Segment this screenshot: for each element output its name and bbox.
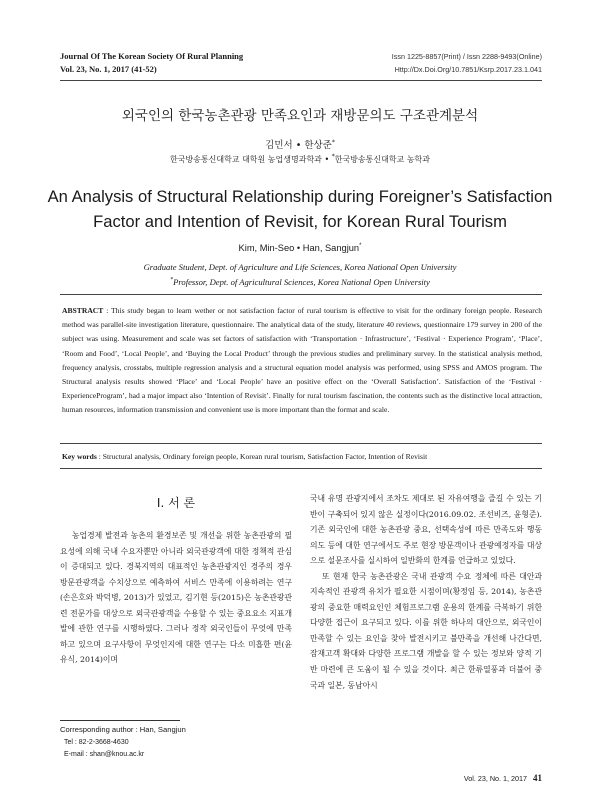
abstract-top-rule xyxy=(60,294,542,295)
journal-header xyxy=(60,50,243,76)
abstract xyxy=(62,304,542,418)
journal-identifiers xyxy=(392,50,542,76)
korean-title: 외국인의 한국농촌관광 만족요인과 재방문의도 구조관계분석 xyxy=(121,108,479,124)
keywords-bottom-rule xyxy=(60,468,542,469)
korean-authors-mark: * xyxy=(331,138,335,146)
english-affiliation-mark: * xyxy=(170,277,174,284)
body-paragraph: 국내 유명 관광지에서 조차도 제대로 된 자유여행을 즐길 수 있는 기반이 구축되어 있지 않은 실정이다(2016.09.02. 조선비즈, 윤형준). 기존 외국인에 대한 농촌관광 중요, 선택속성에 따른 만족도와 행동의도 등에 대한 연구에서도 주로 현장 방문객이나 관광예정자를 대상으로 설문조사를 실시하여 일반화의 한계를 언급하고 있었다. xyxy=(310,494,542,566)
english-title-line-1: An Analysis of Structural Relationship during Foreigner’s Satisfaction xyxy=(47,187,553,206)
korean-affiliation-1: 한국방송통신대학교 대학원 농업생명과학과 • xyxy=(169,155,330,164)
korean-affiliation xyxy=(0,154,600,165)
english-affiliation-1: Graduate Student, Dept. of Agriculture and Life Sciences, Korea National Open University xyxy=(143,262,457,272)
page-number: 41 xyxy=(533,773,542,783)
english-authors-names: Kim, Min-Seo • Han, Sangjun xyxy=(238,243,360,253)
english-title xyxy=(30,184,570,234)
abstract-label: ABSTRACT xyxy=(62,306,104,315)
english-authors-mark: * xyxy=(359,242,362,249)
footer-volume: Vol. 23, No. 1, 2017 xyxy=(463,774,527,783)
section-heading-introduction: Ⅰ. 서 론 xyxy=(156,496,196,510)
issn: Issn 1225-8857(Print) / Issn 2288-9493(Online) xyxy=(391,52,542,61)
english-affiliation-2: Professor, Dept. of Agricultural Sciences, Korea National Open University xyxy=(173,277,430,287)
corresponding-author: Corresponding author : Han, Sangjun xyxy=(60,725,186,734)
keywords-text: : Structural analysis, Ordinary foreign people, Korean rural tourism, Satisfaction Factor, Intention of Revisit xyxy=(96,452,428,461)
body-column-right xyxy=(310,491,542,693)
journal-name: Journal Of The Korean Society Of Rural Planning xyxy=(60,51,244,61)
english-title-line-2: Factor and Intention of Revisit, for Korean Rural Tourism xyxy=(93,212,507,231)
korean-authors xyxy=(0,137,600,151)
footnote-rule xyxy=(60,720,180,721)
korean-affiliation-2: 한국방송통신대학교 농학과 xyxy=(334,155,430,164)
body-paragraph: 농업경제 발전과 농촌의 환경보존 및 개선을 위한 농촌관광의 필요성에 의해 국내 수요자뿐만 아니라 외국관광객에 대한 정책적 관심이 증대되고 있다. 경북지역의 대표적인 농촌관광지인 경주의 경우 방문관광객을 수치상으로 예측하여 서비스 만족에 이용하려는 연구(손은호와 박덕병, 2013)가 있었고, 김기현 등(2015)은 농촌관광관련 전문가를 대상으로 외국관광객을 수용할 수 있는 중요요소 지표개발에 관한 연구를 시행하였다. 그러나 정작 외국인들이 무엇에 만족하고 있으며 요구사항이 무엇인지에 대한 연구는 다소 미흡한 편(윤유식, 2014)이며 xyxy=(60,531,292,665)
doi-link[interactable]: Http://Dx.Doi.Org/10.7851/Ksrp.2017.23.1.041 xyxy=(394,65,542,74)
corresponding-tel: Tel : 82-2-3668-4630 xyxy=(64,738,129,746)
keywords-top-rule xyxy=(60,443,542,444)
corresponding-email[interactable]: E-mail : shan@knou.ac.kr xyxy=(64,751,145,758)
abstract-text: : This study began to learn wether or not satisfaction factor of rural tourism is effective to visit for the ordinary foreign people. Research method was parallel-site investigation literature, questionnaire. The analytical data of the study, literature 40 reviews, questionnaire 179 survey in 200 of the subject was using. Measurement and scale was set factors of satisfaction with ‘Transportation · Infrastructure’, ‘Festival · Experience Program’, ‘Place’, ‘Room and Food’, ‘Local People’, and ‘Buying the Local Product’ through the previous studies and preliminary survey. In the statistical analysis method, frequency analysis, crosstabs, multiple regression analysis and a structural equation model analysis was performed, using SPSS and AMOS program. The Structural analysis results showed ‘Place’ and ‘Local People’ have an positive effect on the ‘Overall Satisfaction’. Satisfaction of the ‘Festival · ExperienceProgram’, had a major impact also ‘Intention of Revisit’. Finally for rural tourism fascination, the contents such as the distinctive local attraction, human resources, information transmission and convenient use is more important than the format and scale. xyxy=(62,306,542,415)
journal-volume: Vol. 23, No. 1, 2017 (41-52) xyxy=(60,64,157,74)
keywords xyxy=(62,452,542,461)
korean-authors-names: 김민서 • 한상준 xyxy=(265,140,332,151)
body-column-left xyxy=(60,528,292,668)
header-divider xyxy=(60,80,542,81)
correspondence xyxy=(60,724,186,762)
keywords-label: Key words xyxy=(62,452,97,461)
english-affiliation-2-line xyxy=(0,275,600,290)
korean-affiliation-mark: * xyxy=(331,153,335,161)
english-affiliation xyxy=(0,260,600,290)
page-footer xyxy=(464,773,542,783)
english-authors xyxy=(0,243,600,253)
body-paragraph: 또 현재 한국 농촌관광은 국내 관광객 수요 정체에 따른 대안과 지속적인 관광객 유치가 필요한 시점이며(황정임 등, 2014), 농촌관광의 중요한 매력요인인 체험프로그램 운용의 한계를 극복하기 위한 다양한 접근이 요구되고 있다. 이를 위한 하나의 대안으로, 외국인이 만족할 수 있는 요인을 찾아 발전시키고 불만족을 개선해 나간다면, 잠재고객 확대와 다양한 프로그램 개발을 할 수 있는 정보와 양적 기반 마련에 큰 도움이 될 수 있을 것이다. 최근 한류열풍과 더불어 중국과 일본, 동남아시 xyxy=(310,571,542,690)
